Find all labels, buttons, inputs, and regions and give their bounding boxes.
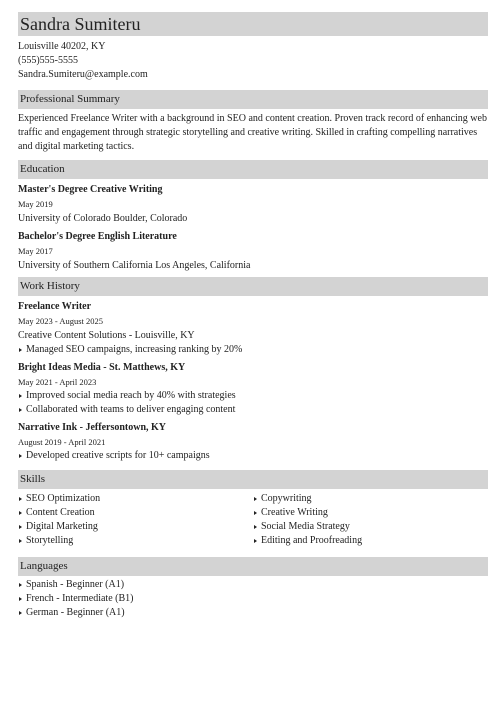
skill-item: Editing and Proofreading [253,534,488,548]
skills-column-left [18,492,253,548]
summary-text: Experienced Freelance Writer with a background in SEO and content creation. Proven track record of enhancing web traffic and engagement through strategic storytelling and creative writing. Skilled in crafting compelling narratives and digital marketing tactics. [18,113,487,152]
school-name: University of Southern California Los Angeles, California [18,260,251,271]
contact-location: Louisville 40202, KY [18,41,106,52]
job-title: Bright Ideas Media - St. Matthews, KY [18,362,186,373]
job-title: Narrative Ink - Jeffersontown, KY [18,422,167,433]
degree-date: May 2019 [18,199,53,209]
work-item [18,360,488,417]
degree-title: Bachelor's Degree English Literature [18,231,177,242]
language-item: Spanish - Beginner (A1) [18,578,488,592]
education-item [18,229,488,273]
skill-item: SEO Optimization [18,492,253,506]
degree-date: May 2017 [18,246,53,256]
job-bullet: Improved social media reach by 40% with strategies [18,389,488,403]
contact-info [18,40,488,82]
skill-item: Creative Writing [253,506,488,520]
language-item: French - Intermediate (B1) [18,592,488,606]
section-title-skills: Skills [20,473,46,485]
name-header [18,12,488,36]
education-item [18,182,488,226]
skills-column-right [253,492,488,548]
section-title-summary: Professional Summary [20,93,120,105]
skill-item: Copywriting [253,492,488,506]
skill-item: Digital Marketing [18,520,253,534]
section-header-work [18,277,488,296]
section-title-education: Education [20,163,65,175]
contact-phone: (555)555-5555 [18,55,78,66]
section-header-languages [18,557,488,576]
candidate-name: Sandra Sumiteru [20,14,141,34]
degree-title: Master's Degree Creative Writing [18,184,163,195]
section-title-work: Work History [20,280,80,292]
work-item [18,299,488,357]
languages-list [18,578,488,620]
section-header-skills [18,470,488,489]
skills-grid [18,492,488,548]
contact-email: Sandra.Sumiteru@example.com [18,69,148,80]
job-title: Freelance Writer [18,301,92,312]
work-list [18,299,488,463]
language-item: German - Beginner (A1) [18,606,488,620]
skill-item: Social Media Strategy [253,520,488,534]
section-header-summary [18,90,488,109]
skill-item: Storytelling [18,534,253,548]
job-date: May 2023 - August 2025 [18,316,103,326]
job-bullet: Managed SEO campaigns, increasing ranking by 20% [18,343,488,357]
section-title-languages: Languages [20,560,68,572]
job-company: Creative Content Solutions - Louisville, KY [18,330,195,341]
section-header-education [18,160,488,179]
skill-item: Content Creation [18,506,253,520]
job-date: May 2021 - April 2023 [18,377,97,387]
job-date: August 2019 - April 2021 [18,437,106,447]
job-bullet: Developed creative scripts for 10+ campaigns [18,449,488,463]
job-bullet: Collaborated with teams to deliver engaging content [18,403,488,417]
education-list [18,182,488,273]
work-item [18,420,488,463]
school-name: University of Colorado Boulder, Colorado [18,213,188,224]
